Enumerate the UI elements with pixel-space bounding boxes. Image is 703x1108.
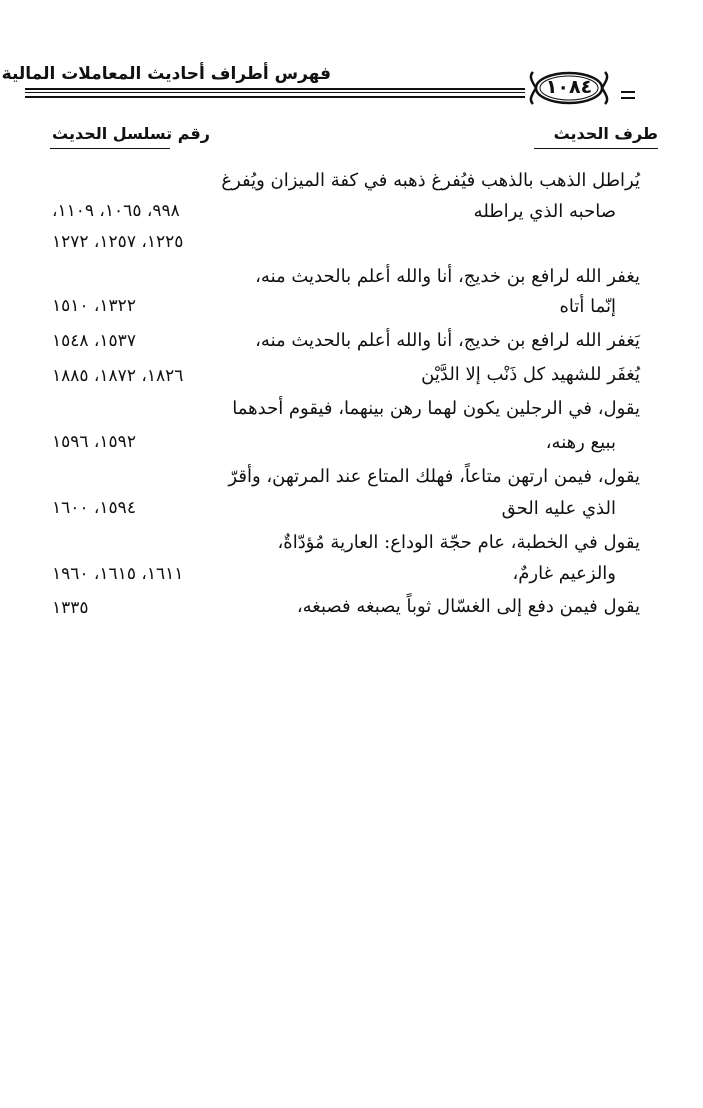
entry-text: ببيع رهنه، [545, 432, 616, 453]
entry-text: يغفر الله لرافع بن خديج، أنا والله أعلم بالحديث منه، [255, 266, 640, 287]
running-header-title: فهرس أطراف أحاديث المعاملات المالية [1, 64, 331, 84]
entry-numbers: ١٢٢٥، ١٢٥٧، ١٢٧٢ [52, 232, 184, 252]
column-heading-underline [50, 148, 170, 149]
entry-text: والزعيم غارمٌ، [512, 563, 616, 584]
entry-text: يَغفر الله لرافع بن خديج، أنا والله أعلم بالحديث منه، [255, 330, 640, 351]
column-heading-underline [534, 148, 658, 149]
entry-numbers: ٩٩٨، ١٠٦٥، ١١٠٩، [52, 201, 180, 221]
entry-text: يُراطل الذهب بالذهب فيُفرغ ذهبه في كفة الميزان ويُفرغ [221, 170, 640, 191]
entry-text: يقول في الخطبة، عام حجّة الوداع: العارية مُؤدّاةٌ، [277, 532, 640, 553]
column-heading-serial: رقم تسلسل الحديث [52, 124, 210, 143]
entry-numbers: ١٣٣٥ [52, 598, 89, 618]
entry-numbers: ١٥٩٤، ١٦٠٠ [52, 498, 136, 518]
entry-numbers: ١٣٢٢، ١٥١٠ [52, 296, 136, 316]
entry-numbers: ١٥٩٢، ١٥٩٦ [52, 432, 136, 452]
page-number-ornament [527, 70, 611, 106]
page-number: ١٠٨٤ [545, 76, 593, 98]
entry-numbers: ١٨٢٦، ١٨٧٢، ١٨٨٥ [52, 366, 184, 386]
entry-text: يقول فيمن دفع إلى الغسّال ثوباً يصبغه فصبغه، [296, 596, 640, 617]
header-rule [25, 92, 525, 93]
entry-text: صاحبه الذي يراطله [473, 201, 616, 222]
entry-text: إنّما أتاه [559, 296, 616, 317]
header-rule [25, 96, 525, 98]
entry-text: الذي عليه الحق [501, 498, 616, 519]
header-rule [25, 88, 525, 90]
column-heading-hadith: طرف الحديث [553, 124, 658, 143]
entry-text: يُغفَر للشهيد كل ذَنْب إلا الدَّيْن [421, 364, 640, 385]
entry-text: يقول، فيمن ارتهن متاعاً، فهلك المتاع عند المرتهن، وأقرّ [228, 466, 640, 487]
header-dash [621, 97, 635, 99]
entry-numbers: ١٦١١، ١٦١٥، ١٩٦٠ [52, 564, 184, 584]
entry-numbers: ١٥٣٧، ١٥٤٨ [52, 331, 136, 351]
entry-text: يقول، في الرجلين يكون لهما رهن بينهما، فيقوم أحدهما [232, 398, 640, 419]
header-dash [621, 91, 635, 93]
